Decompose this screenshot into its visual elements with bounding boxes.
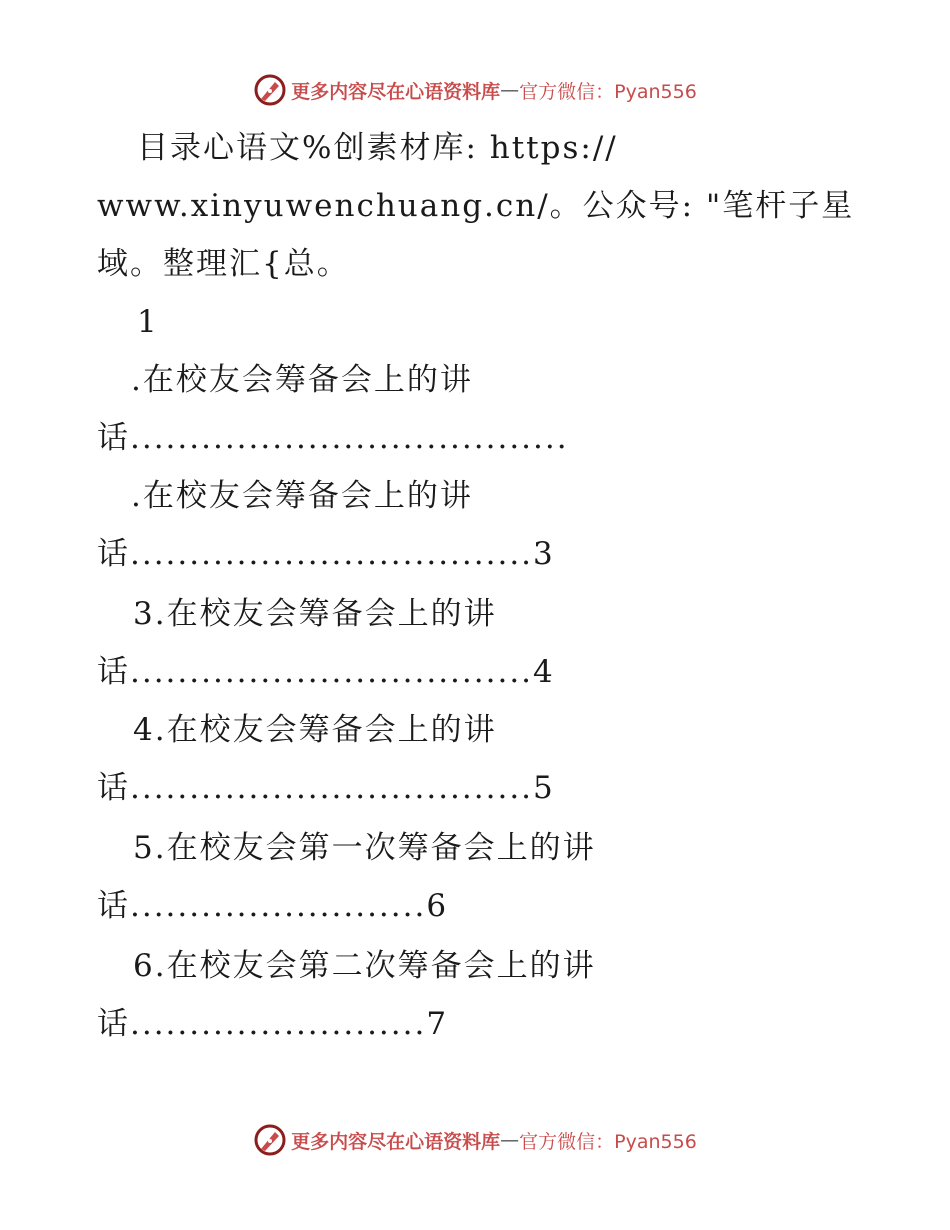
toc-entry-title: .在校友会筹备会上的讲 [131,362,473,398]
toc-page-number: 4 [533,654,555,690]
toc-leader-text: 话......................... [97,1006,427,1042]
pen-logo-icon [253,1123,287,1157]
toc-leader-text: 话.................................. [97,770,534,806]
toc-leader-text: 话.................................. [97,654,534,690]
toc-leader-text: 话.................................. [97,536,534,572]
toc-entry-leader [97,1004,448,1044]
toc-entry-leader [97,652,555,692]
banner-main-text: 更多内容尽在心语资料库 [291,1130,501,1153]
banner-main-text: 更多内容尽在心语资料库 [291,80,501,103]
toc-entry-title: 3.在校友会筹备会上的讲 [133,596,497,632]
footer-banner [0,1120,950,1160]
toc-entry-leader [97,534,555,574]
toc-page-number: 7 [426,1006,449,1042]
intro-line-2: www.xinyuwenchuang.cn/。公众号: "笔杆子星 [97,188,855,224]
toc-entry-leader [97,886,448,926]
toc-page-number: 3 [533,536,555,572]
header-banner [0,70,950,110]
banner-separator: — [500,79,520,101]
toc-page-number: 5 [533,770,555,806]
pen-logo-icon [253,73,287,107]
intro-line-1: 目录心语文%创素材库: https:// [137,130,618,166]
toc-entry-title: 5.在校友会第一次筹备会上的讲 [133,830,596,866]
toc-page-number: 6 [426,888,449,924]
toc-leader-text: 话..................................... [97,420,569,456]
toc-leader-text: 话......................... [97,888,427,924]
intro-line-3: 域。整理汇{总。 [97,246,350,282]
toc-entry-title: 4.在校友会筹备会上的讲 [133,712,497,748]
toc-entry-title: 6.在校友会第二次筹备会上的讲 [133,948,596,984]
banner-separator: — [500,1129,520,1151]
banner-wechat-text: 官方微信：Pyan556 [519,80,697,103]
toc-entry-title: .在校友会筹备会上的讲 [131,478,473,514]
banner-wechat-text: 官方微信：Pyan556 [519,1130,697,1153]
toc-start-number: 1 [137,304,159,340]
toc-entry-leader [97,768,555,808]
toc-entry-leader [97,418,569,458]
